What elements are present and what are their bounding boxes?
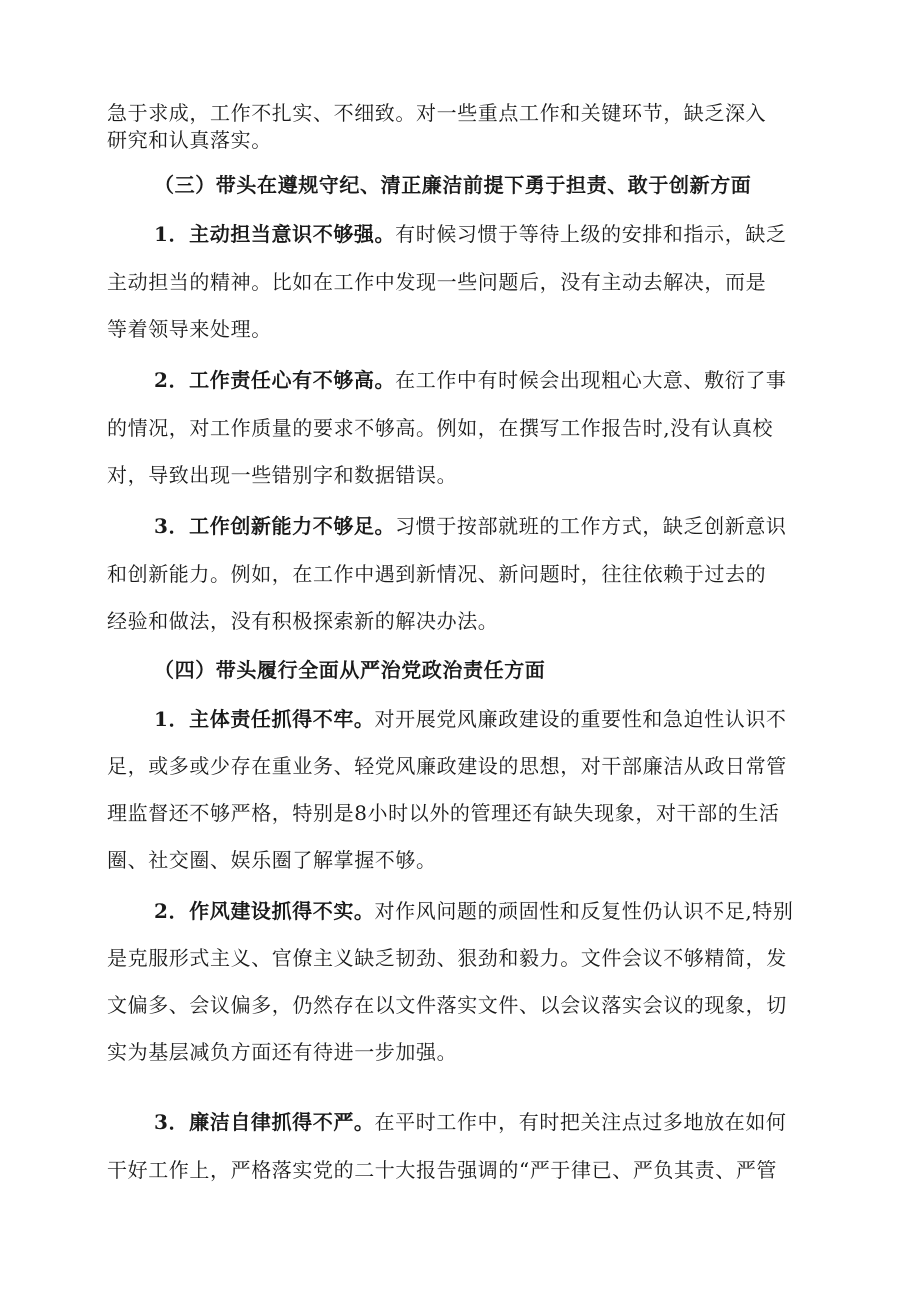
item-title: 2．工作责任心有不够高。 <box>154 368 396 392</box>
body-text-line: 是克服形式主义、官僚主义缺乏韧劲、狠劲和毅力。文件会议不够精简，发 <box>107 946 787 970</box>
list-item-first-line <box>154 367 787 393</box>
item-text: 对作风问题的顽固性和反复性仍认识不足,特别 <box>374 899 794 923</box>
body-text-line: 干好工作上，严格落实党的二十大报告强调的“严于律已、严负其责、严管 <box>107 1158 778 1182</box>
item-text: 有时候习惯于等待上级的安排和指示，缺乏 <box>395 222 787 246</box>
body-text-line: 经验和做法，没有积极探索新的解决办法。 <box>107 609 499 633</box>
body-text-line: 足，或多或少存在重业务、轻党风廉政建设的思想，对干部廉洁从政日常管 <box>107 754 787 778</box>
item-text: 习惯于按部就班的工作方式，缺乏创新意识 <box>395 514 787 538</box>
list-item-first-line <box>154 1109 787 1135</box>
list-item-first-line <box>154 898 794 924</box>
item-title: 3．廉洁自律抓得不严。 <box>154 1110 375 1134</box>
body-text-line: 主动担当的精神。比如在工作中发现一些问题后，没有主动去解决，而是 <box>107 270 767 294</box>
item-text: 在工作中有时候会出现粗心大意、敷衍了事 <box>395 368 787 392</box>
body-text-line: 对，导致出现一些错别字和数据错误。 <box>107 463 458 487</box>
body-text-line: 研究和认真落实。 <box>107 128 272 152</box>
item-title: 1．主体责任抓得不牢。 <box>154 707 375 731</box>
body-text-line: 实为基层减负方面还有待进一步加强。 <box>107 1040 458 1064</box>
body-text-line: 急于求成，工作不扎实、不细致。对一些重点工作和关键环节，缺乏深入 <box>107 101 767 125</box>
body-text-line: 的情况，对工作质量的要求不够高。例如，在撰写工作报告时,没有认真校 <box>107 416 774 440</box>
item-text: 对开展党风廉政建设的重要性和急迫性认识不 <box>374 707 787 731</box>
item-text: 在平时工作中，有时把关注点过多地放在如何 <box>374 1110 787 1134</box>
section-heading: （三）带头在遵规守纪、清正廉洁前提下勇于担责、敢于创新方面 <box>154 173 752 197</box>
list-item-first-line <box>154 706 787 732</box>
body-text-line: 理监督还不够严格，特别是8小时以外的管理还有缺失现象，对干部的生活 <box>107 801 780 825</box>
body-text-line: 和创新能力。例如，在工作中遇到新情况、新问题时，往往依赖于过去的 <box>107 562 767 586</box>
item-title: 1．主动担当意识不够强。 <box>154 222 396 246</box>
item-title: 2．作风建设抓得不实。 <box>154 899 375 923</box>
section-heading: （四）带头履行全面从严治党政治责任方面 <box>154 658 546 682</box>
item-title: 3．工作创新能力不够足。 <box>154 514 396 538</box>
list-item-first-line <box>154 513 787 539</box>
list-item-first-line <box>154 221 787 247</box>
body-text-line: 等着领导来处理。 <box>107 317 272 341</box>
body-text-line: 圈、社交圈、娱乐圈了解掌握不够。 <box>107 848 437 872</box>
body-text-line: 文偏多、会议偏多，仍然存在以文件落实文件、以会议落实会议的现象，切 <box>107 993 787 1017</box>
